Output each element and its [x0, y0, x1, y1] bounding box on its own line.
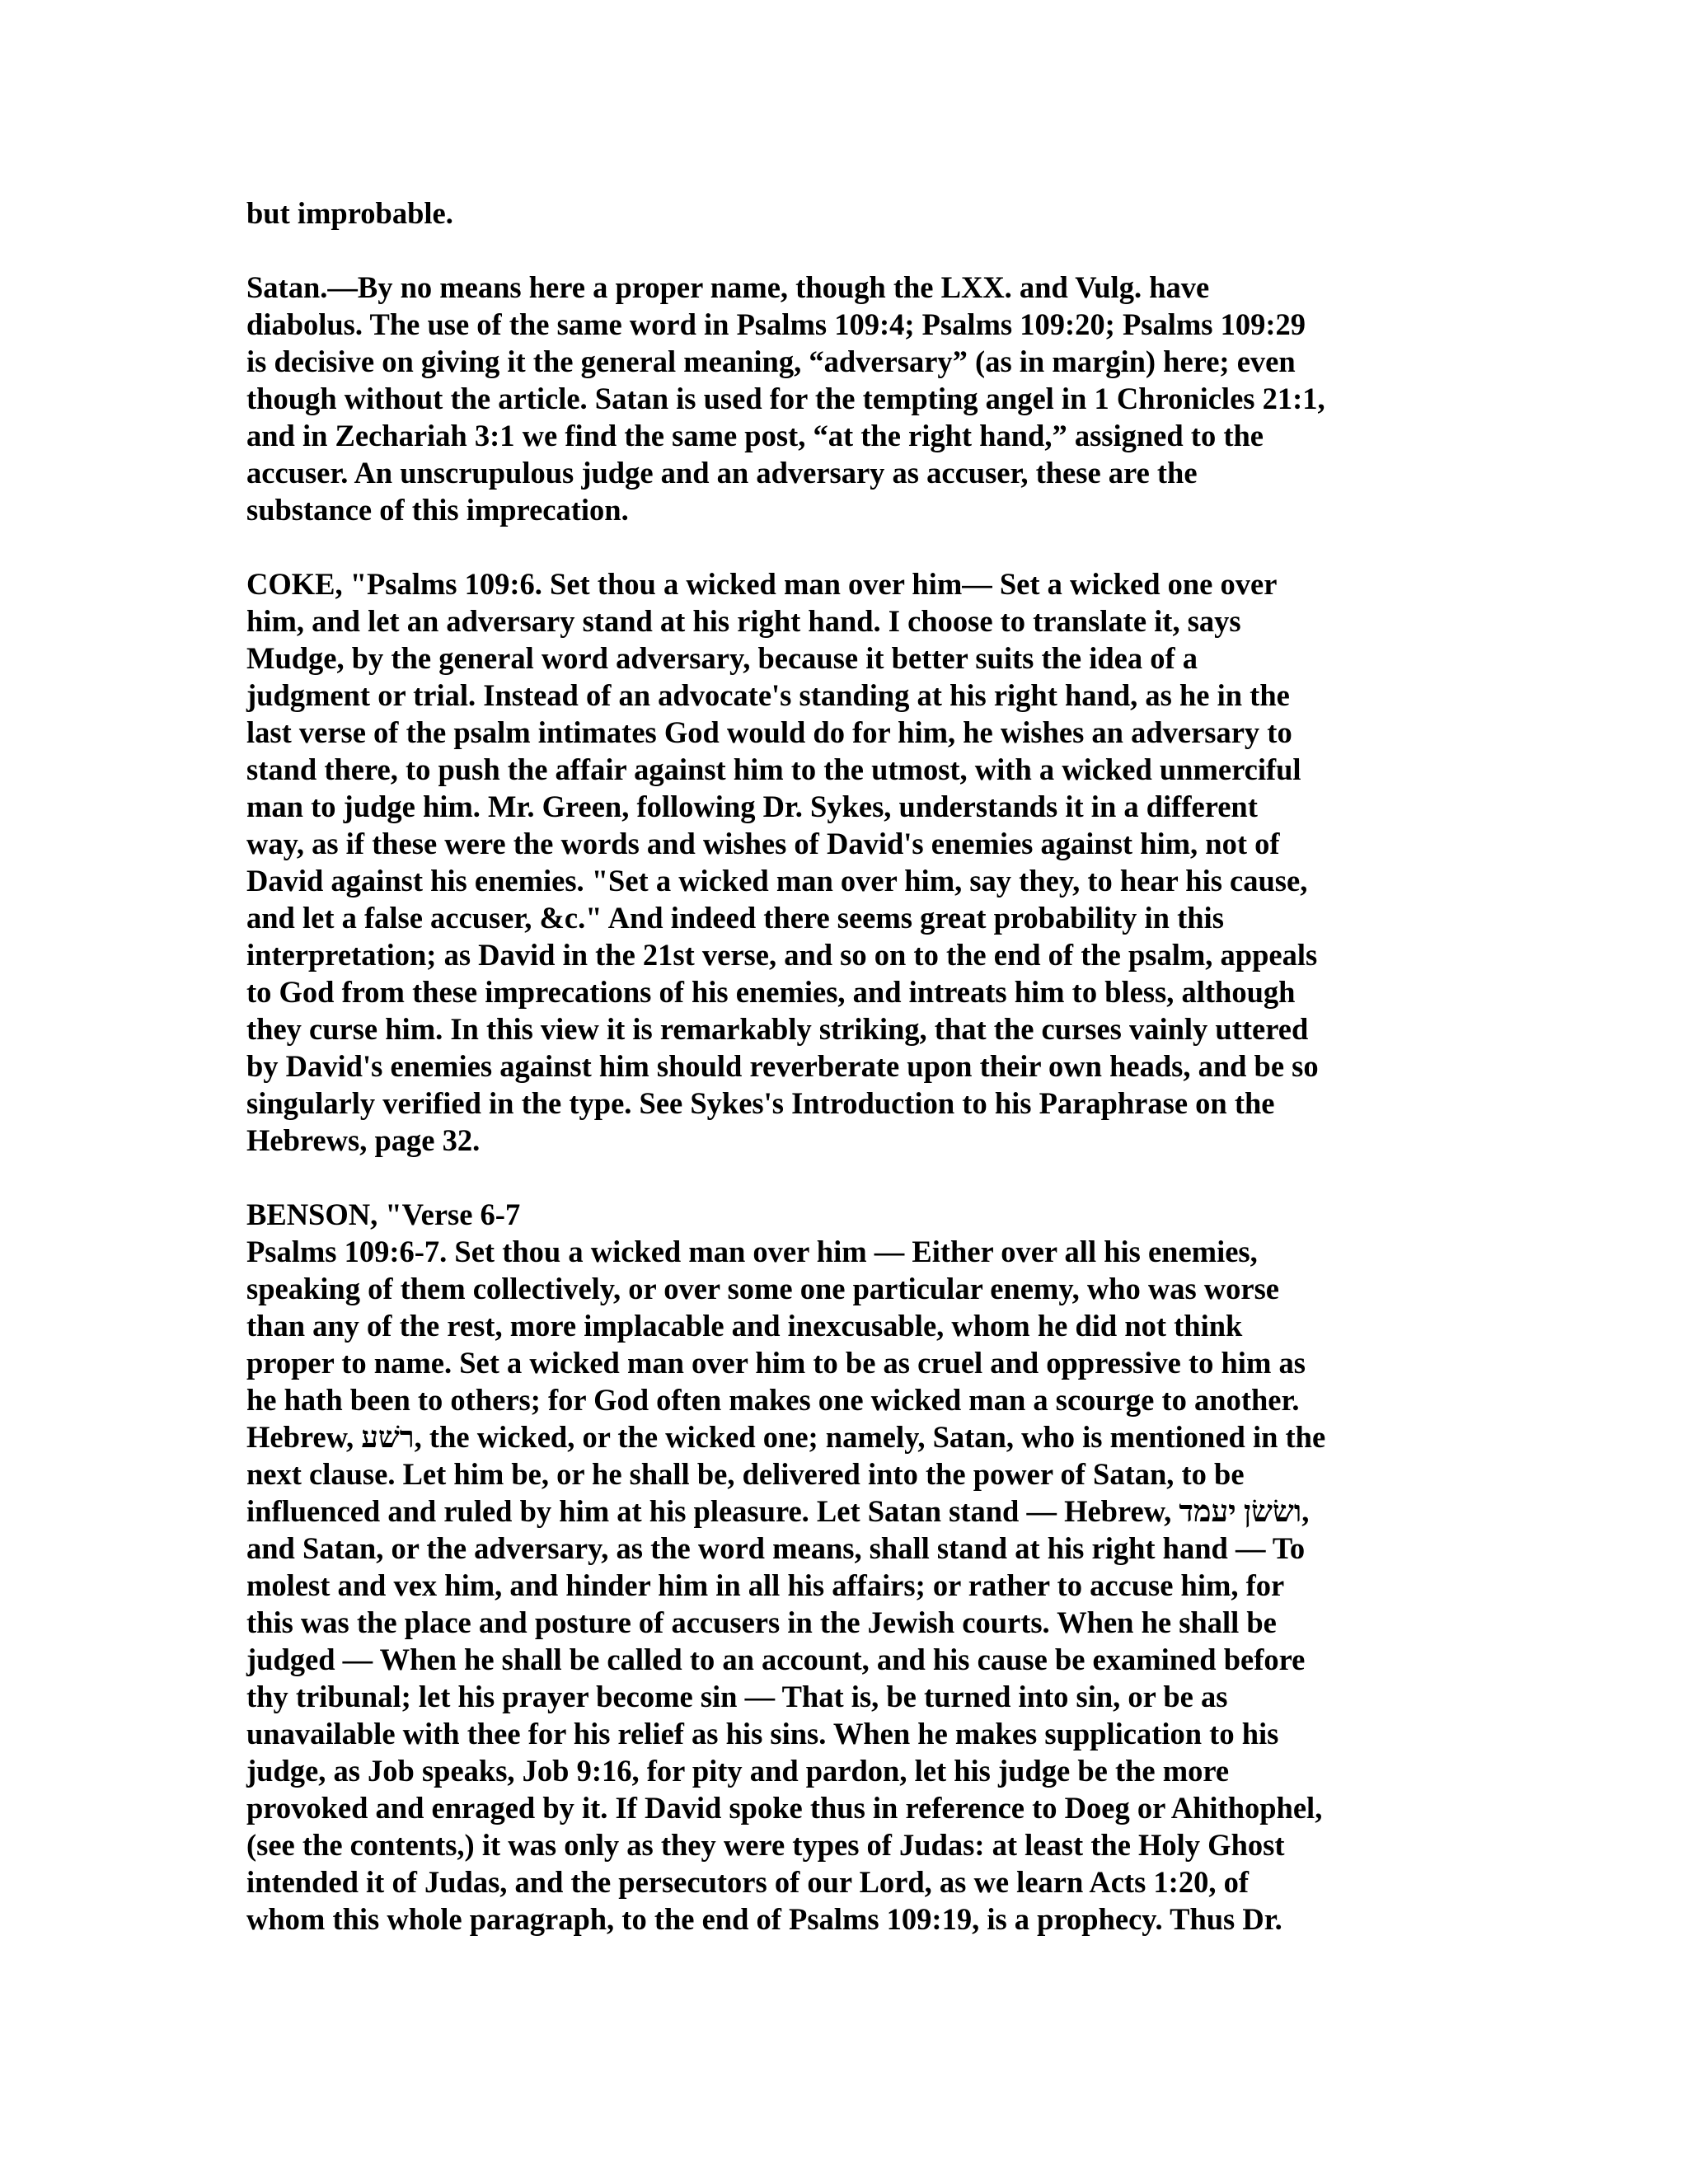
text-line: speaking of them collectively, or over some one particular enemy, who was worse — [246, 1272, 1280, 1305]
text-line: they curse him. In this view it is remarkably striking, that the curses vainly uttered — [246, 1012, 1309, 1046]
text-line: thy tribunal; let his prayer become sin — That is, be turned into sin, or be as — [246, 1680, 1228, 1713]
text-line: BENSON, "Verse 6-7 — [246, 1197, 521, 1231]
text-line: David against his enemies. "Set a wicked man over him, say they, to hear his cause, — [246, 864, 1308, 898]
document-body — [246, 194, 1450, 1938]
text-line: Satan.—By no means here a proper name, though the LXX. and Vulg. have — [246, 270, 1210, 304]
text-line: Mudge, by the general word adversary, because it better suits the idea of a — [246, 641, 1198, 675]
paragraph-benson — [246, 1196, 1450, 1938]
text-line: diabolus. The use of the same word in Psalms 109:4; Psalms 109:20; Psalms 109:29 — [246, 307, 1306, 341]
text-line: than any of the rest, more implacable and inexcusable, whom he did not think — [246, 1309, 1243, 1343]
paragraph-gap — [246, 1159, 1450, 1196]
text-line: and let a false accuser, &c." And indeed there seems great probability in this — [246, 901, 1224, 935]
text-line: influenced and ruled by him at his pleasure. Let Satan stand — Hebrew, ושׂשׂן יעמד, — [246, 1494, 1310, 1528]
text-line: provoked and enraged by it. If David spoke thus in reference to Doeg or Ahithophel, — [246, 1791, 1323, 1825]
text-line: Hebrews, page 32. — [246, 1123, 481, 1157]
text-line: intended it of Judas, and the persecutors of our Lord, as we learn Acts 1:20, of — [246, 1865, 1249, 1899]
text-line: interpretation; as David in the 21st verse, and so on to the end of the psalm, appeals — [246, 938, 1318, 972]
text-line: molest and vex him, and hinder him in all his affairs; or rather to accuse him, for — [246, 1568, 1285, 1602]
text-line: he hath been to others; for God often makes one wicked man a scourge to another. — [246, 1383, 1300, 1417]
text-line: last verse of the psalm intimates God would do for him, he wishes an adversary to — [246, 715, 1292, 749]
text-line: by David's enemies against him should reverberate upon their own heads, and be so — [246, 1049, 1319, 1083]
text-line: proper to name. Set a wicked man over him to be as cruel and oppressive to him as — [246, 1346, 1306, 1380]
text-line: him, and let an adversary stand at his right hand. I choose to translate it, says — [246, 604, 1241, 638]
text-line: judge, as Job speaks, Job 9:16, for pity and pardon, let his judge be the more — [246, 1754, 1230, 1788]
paragraph-gap — [246, 528, 1450, 565]
text-line: and in Zechariah 3:1 we find the same post, “at the right hand,” assigned to the — [246, 419, 1264, 452]
paragraph-satan-note — [246, 269, 1450, 528]
paragraph-gap — [246, 232, 1450, 269]
paragraph-continuation — [246, 194, 1450, 232]
text-line: Hebrew, רשׁע, the wicked, or the wicked one; namely, Satan, who is mentioned in the — [246, 1420, 1326, 1454]
text-line: this was the place and posture of accusers in the Jewish courts. When he shall be — [246, 1605, 1277, 1639]
text-line: man to judge him. Mr. Green, following Dr. Sykes, understands it in a different — [246, 790, 1258, 823]
text-line: though without the article. Satan is used for the tempting angel in 1 Chronicles 21:1, — [246, 382, 1325, 415]
text-line: COKE, "Psalms 109:6. Set thou a wicked man over him— Set a wicked one over — [246, 567, 1278, 601]
text-line: whom this whole paragraph, to the end of Psalms 109:19, is a prophecy. Thus Dr. — [246, 1902, 1282, 1936]
text-line: way, as if these were the words and wishes of David's enemies against him, not of — [246, 827, 1280, 860]
text-line: singularly verified in the type. See Sykes's Introduction to his Paraphrase on the — [246, 1086, 1275, 1120]
text-line: stand there, to push the affair against him to the utmost, with a wicked unmerciful — [246, 752, 1301, 786]
text-line: and Satan, or the adversary, as the word means, shall stand at his right hand — To — [246, 1531, 1306, 1565]
paragraph-coke — [246, 565, 1450, 1159]
text-line: substance of this imprecation. — [246, 493, 629, 527]
text-line: judged — When he shall be called to an account, and his cause be examined before — [246, 1643, 1306, 1676]
text-line: judgment or trial. Instead of an advocate's standing at his right hand, as he in the — [246, 678, 1290, 712]
text-line: (see the contents,) it was only as they were types of Judas: at least the Holy Ghost — [246, 1828, 1285, 1862]
text-line: Psalms 109:6-7. Set thou a wicked man over him — Either over all his enemies, — [246, 1235, 1258, 1268]
text-line: to God from these imprecations of his enemies, and intreats him to bless, although — [246, 975, 1296, 1009]
text-line: next clause. Let him be, or he shall be, delivered into the power of Satan, to be — [246, 1457, 1245, 1491]
text-line: is decisive on giving it the general meaning, “adversary” (as in margin) here; even — [246, 344, 1296, 378]
text-line: but improbable. — [246, 196, 453, 230]
text-line: accuser. An unscrupulous judge and an adversary as accuser, these are the — [246, 456, 1198, 490]
text-line: unavailable with thee for his relief as his sins. When he makes supplication to his — [246, 1717, 1279, 1750]
